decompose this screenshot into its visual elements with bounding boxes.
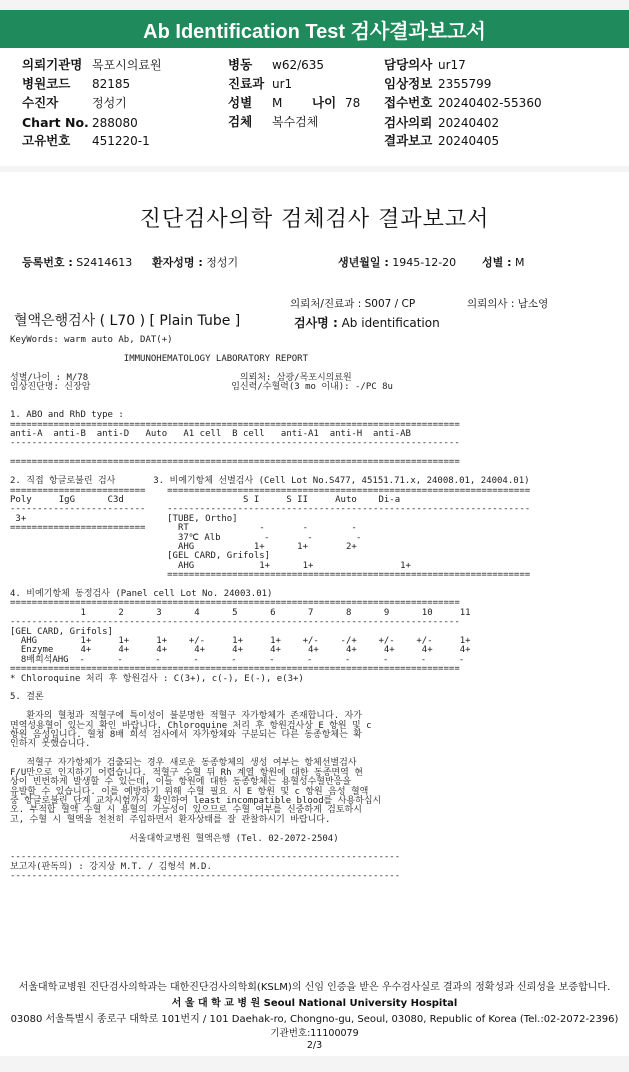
test-name-row: [294, 314, 440, 331]
footer-address: 03080 서울특별시 종로구 대학로 101번지 / 101 Daehak-ro, Chongno-gu, Seoul, 03080, Republic of Korea (Tel.:02-2072-2396): [10, 1014, 619, 1025]
dob-label: 생년월일 :: [338, 256, 389, 269]
chart-value: 288080: [92, 116, 138, 130]
reg-value: S2414613: [76, 256, 133, 269]
report-sex-value: M: [514, 256, 525, 269]
dob-value: 1945-12-20: [392, 256, 457, 269]
result-label: 결과보고: [384, 133, 433, 148]
age-value: 78: [345, 96, 361, 110]
ward-value: w62/635: [272, 58, 325, 72]
footer-cert: 서울대학교병원 진단검사의학과는 대한진단검사의학회(KSLM)의 신임 인증을 받은 우수검사실로 결과의 정확성과 신뢰성을 보증합니다.: [18, 982, 611, 993]
report-banner: [0, 10, 629, 48]
report-sex-row: [482, 254, 524, 270]
reg-label: 등록번호 :: [22, 256, 73, 269]
footer-institution-code: 기관번호:11100079: [270, 1028, 359, 1039]
reg-row: [22, 254, 132, 270]
specimen-label: 검체: [228, 114, 253, 129]
accept-value: 20240402-55360: [438, 96, 542, 110]
hospital-value: 목포시의료원: [92, 58, 162, 72]
age-label: 나이: [312, 95, 337, 110]
report-page: [0, 166, 629, 1056]
patient-row: [152, 254, 238, 270]
page-number: 2/3: [306, 1040, 323, 1051]
blood-bank-test: 혈액은행검사 ( L70 ) [ Plain Tube ]: [14, 313, 241, 329]
unique-label: 고유번호: [22, 133, 71, 148]
dob-row: [338, 254, 456, 270]
requesting-doctor: 의뢰의사 : 남소영: [467, 298, 549, 310]
patient-value: 정성기: [206, 256, 239, 269]
sex-label: 성별: [228, 95, 253, 110]
report-title: 진단검사의학 검체검사 결과보고서: [139, 207, 490, 232]
banner-title: Ab Identification Test 검사결과보고서: [143, 20, 486, 43]
unique-value: 451220-1: [92, 134, 150, 148]
receiver-label: 수진자: [22, 95, 59, 110]
sex-value: M: [272, 96, 283, 110]
accept-label: 접수번호: [384, 95, 433, 110]
req-label: 검사의뢰: [384, 115, 433, 130]
ward-label: 병동: [228, 57, 253, 72]
footer-hospital: 서 울 대 학 교 병 원 Seoul National University Hospital: [171, 998, 458, 1009]
chart-label: Chart No.: [22, 115, 89, 130]
specimen-value: 복수검체: [272, 115, 319, 129]
clinic-value: 2355799: [438, 77, 492, 91]
hospcode-label: 병원코드: [22, 76, 71, 91]
doctor-label: 담당의사: [384, 57, 433, 72]
req-value: 20240402: [438, 116, 500, 130]
patient-label: 환자성명 :: [152, 256, 203, 269]
requester: 의뢰처/진료과 : S007 / CP: [290, 298, 416, 310]
report-sex-label: 성별 :: [482, 256, 512, 269]
lab-report-body: KeyWords: warm auto Ab, DAT(+) IMMUNOHEMATOLOGY LABORATORY REPORT 성별/나이 : M/78 의뢰처: 삼광/목포시의료원 임상진단명: 신장암 임신력/수혈력(3 mo 이내): -/PC 8u 1. ABO and RhD type : =================================================================================== anti-A anti-B anti-D Auto A1 cell B cell anti-A1 anti-H anti-AB ----------------------------------------------------------------------------------- =================================================================================== 2. 직접 항글로불린 검사 3. 비예기항체 선별검사 (Cell Lot No.S477, 45151.71.x, 24008.01, 24004.01) ========================= =================================================================== Poly IgG C3d S I S II Auto Di-a ------------------------- ------------------------------------------------------------------- 3+ [TUBE, Ortho] ========================= RT - - - 37℃ Alb - - - AHG 1+ 1+ 2+ [GEL CARD, Grifols] AHG 1+ 1+ 1+ =================================================================== 4. 비예기항체 동정검사 (Panel cell Lot No. 24003.01) =================================================================================== 1 2 3 4 5 6 7 8 9 10 11 ----------------------------------------------------------------------------------- [GEL CARD, Grifols] AHG 1+ 1+ 1+ +/- 1+ 1+ +/- -/+ +/- +/- 1+ Enzyme 4+ 4+ 4+ 4+ 4+ 4+ 4+ 4+ 4+ 4+ 4+ 8배희석AHG - - - - - - - - - - - =================================================================================== * Chloroquine 처리 후 항원검사 : C(3+), c(-), E(-), e(3+) 5. 결론 환자의 혈청과 적혈구에 특이성이 불분명한 적혈구 자가항체가 존재합니다. 자가 면역성용혈이 있는지 확인 바랍니다. Chloroquine 처리 후 항원검사상 E 항원 및 c 항원 음성입니다. 혈청 8배 희석 검사에서 자가항체와 구분되는 다른 동종항체는 확 인하지 못했습니다. 적혈구 자가항체가 검출되는 경우 새로운 동종항체의 생성 여부는 항체선별검사 F/U만으로 인지하기 어렵습니다. 적혈구 수혈 뒤 Rh 계열 항원에 대한 동종면역 현 상이 빈번하게 발생할 수 있는데, 이들 항원에 대한 동종항체는 용혈성수혈반응을 유발할 수 있습니다. 이를 예방하기 위해 수혈 필요 시 E 항원 및 c 항원 음성 혈액 중 항글로불린 단계 교차시험까지 확인하여 least incompatible blood를 사용하십시 오. 부적합 혈액 수혈 시 용혈의 가능성이 있으므로 수혈 여부를 신중하게 검토하시 고, 수혈 시 혈액을 천천히 주입하면서 환자상태를 잘 관찰하시기 바랍니다. 서울대학교병원 혈액은행 (Tel. 02-2072-2504) ------------------------------------------------------------------------ 보고자(판독의) : 강지상 M.T. / 김형석 M.D. ------------------------------------------------------------------------: [10, 335, 531, 882]
test-name-value: Ab identification: [341, 316, 440, 330]
result-value: 20240405: [438, 134, 500, 148]
patient-info-panel: [0, 48, 629, 166]
test-name-label: 검사명 :: [294, 316, 338, 330]
hospital-label: 의뢰기관명: [22, 57, 83, 72]
receiver-value: 정성기: [92, 96, 127, 110]
hospcode-value: 82185: [92, 77, 131, 91]
dept-value: ur1: [272, 77, 293, 91]
doctor-value: ur17: [438, 58, 466, 72]
dept-label: 진료과: [228, 76, 265, 91]
clinic-label: 임상정보: [384, 76, 433, 91]
